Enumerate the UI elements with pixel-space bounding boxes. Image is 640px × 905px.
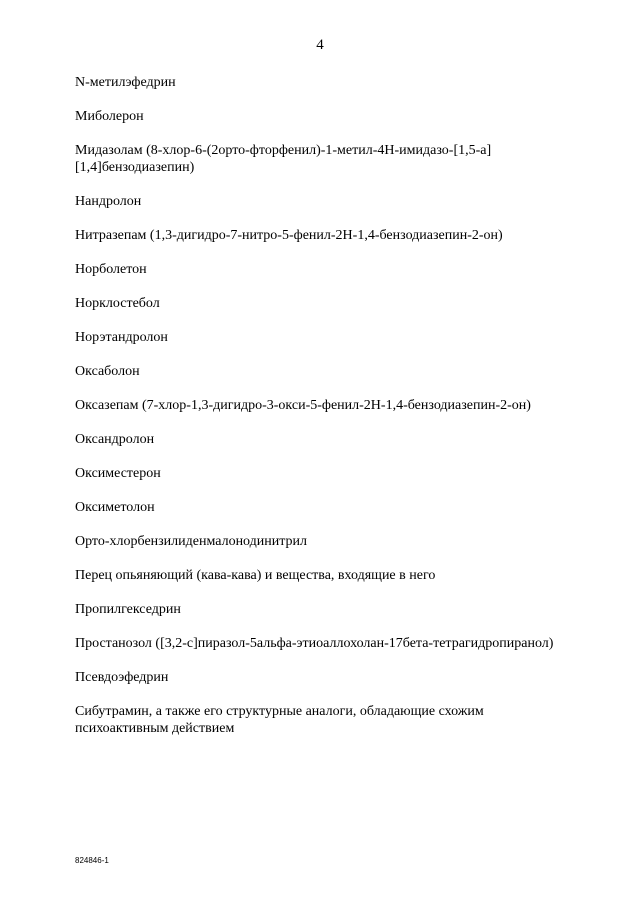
list-item: Сибутрамин, а также его структурные аналоги, обладающие схожим психоактивным действием — [75, 704, 484, 736]
list-item: Нитразепам (1,3-дигидро-7-нитро-5-фенил-2Н-1,4-бензодиазепин-2-он) — [75, 228, 503, 243]
document-code: 824846-1 — [75, 856, 109, 865]
list-item: Оксаболон — [75, 364, 140, 379]
list-item: Пропилгекседрин — [75, 602, 181, 617]
list-item: Норэтандролон — [75, 330, 168, 345]
list-item: Оксиметолон — [75, 500, 155, 515]
list-item: Норклостебол — [75, 296, 160, 311]
list-item: Норболетон — [75, 262, 147, 277]
list-item: Оксиместерон — [75, 466, 161, 481]
list-item: Орто-хлорбензилиденмалонодинитрил — [75, 534, 308, 549]
list-item: Нандролон — [75, 194, 142, 209]
substance-list — [75, 74, 565, 754]
list-item: Псевдоэфедрин — [75, 670, 169, 685]
list-item: Оксандролон — [75, 432, 155, 447]
list-item: N-метилэфедрин — [75, 75, 176, 90]
list-item: Простанозол ([3,2-с]пиразол-5альфа-этиоаллохолан-17бета-тетрагидропиранол) — [75, 636, 554, 651]
page-number: 4 — [316, 37, 324, 53]
list-item: Миболерон — [75, 109, 144, 124]
list-item: Перец опьяняющий (кава-кава) и вещества, входящие в него — [75, 568, 436, 583]
list-item: Оксазепам (7-хлор-1,3-дигидро-3-окси-5-фенил-2Н-1,4-бензодиазепин-2-он) — [75, 398, 531, 413]
list-item: Мидазолам (8-хлор-6-(2орто-фторфенил)-1-метил-4Н-имидазо-[1,5-а][1,4]бензодиазепин) — [75, 143, 492, 175]
